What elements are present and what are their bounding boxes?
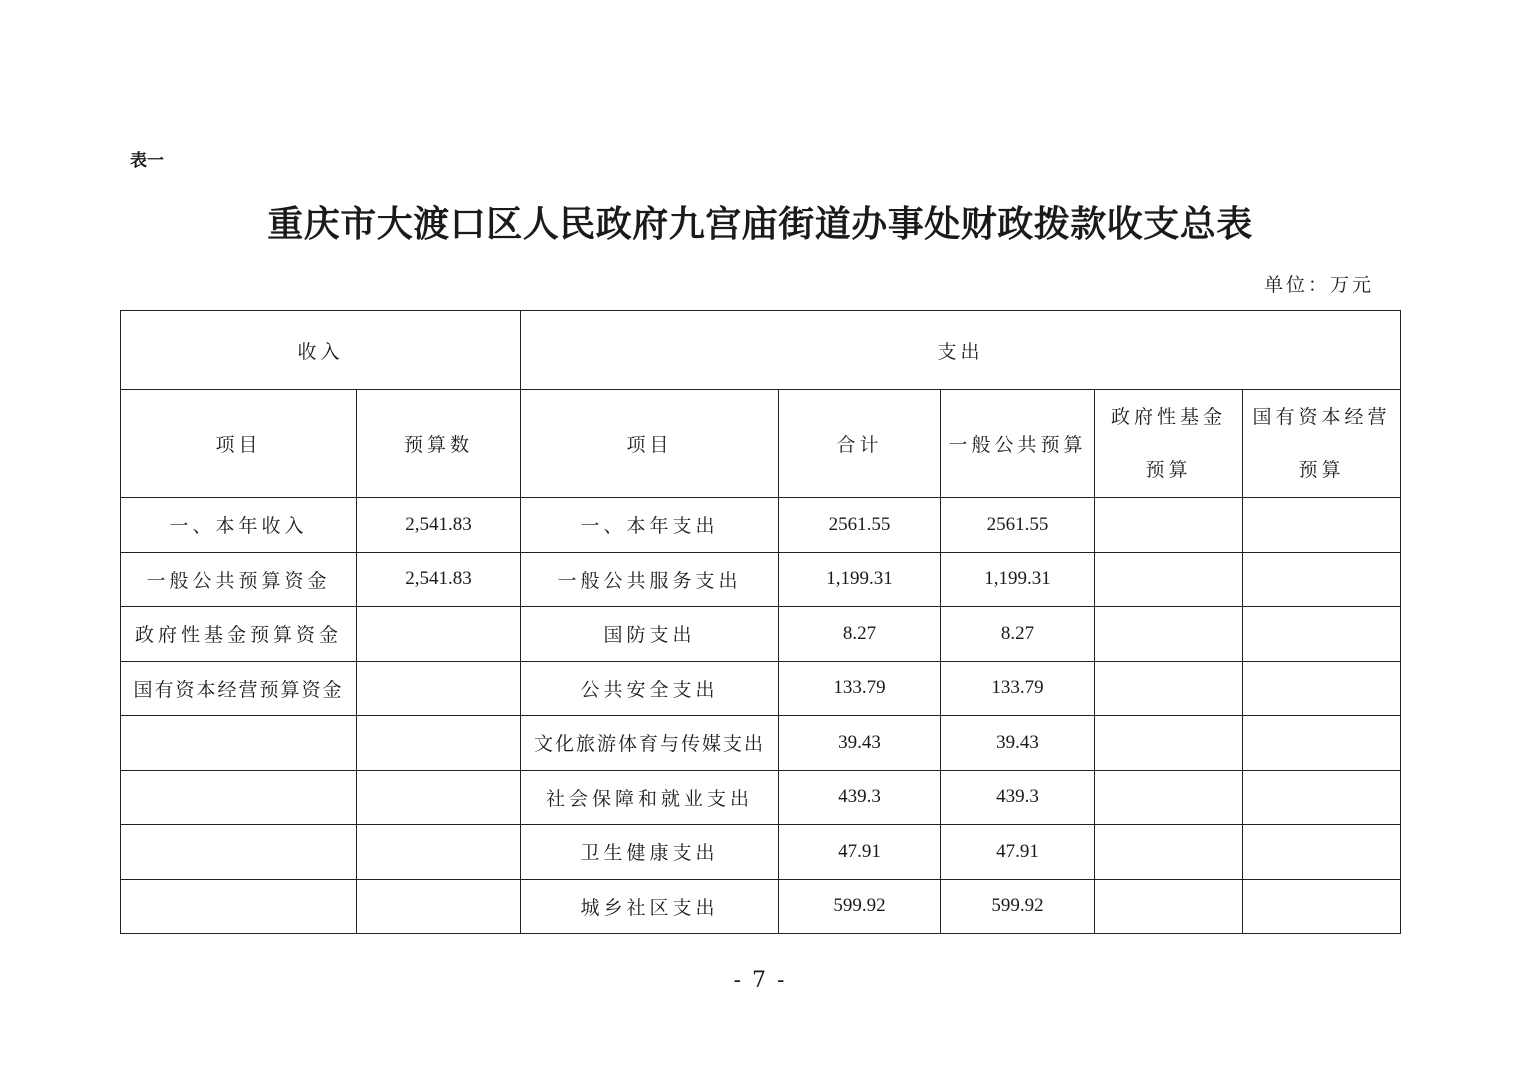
income-group-header: 收入 xyxy=(121,311,521,390)
total-cell: 8.27 xyxy=(779,607,941,662)
expenditure-item-cell: 一般公共服务支出 xyxy=(521,552,779,607)
group-header-row xyxy=(121,311,1401,390)
table-row xyxy=(121,607,1401,662)
page-number: - 7 - xyxy=(733,968,787,993)
unit-label: 单位：万元 xyxy=(1263,274,1374,296)
income-item-cell: 政府性基金预算资金 xyxy=(121,607,357,662)
gov-fund-header-line2: 预算 xyxy=(1145,458,1192,481)
total-cell: 2561.55 xyxy=(779,498,941,553)
general-budget-cell: 133.79 xyxy=(941,661,1095,716)
expenditure-item-header: 项目 xyxy=(521,390,779,498)
budget-table xyxy=(120,310,1401,934)
document-title: 重庆市大渡口区人民政府九宫庙街道办事处财政拨款收支总表 xyxy=(267,203,1253,245)
state-capital-cell xyxy=(1243,770,1401,825)
income-budget-cell: 2,541.83 xyxy=(357,552,521,607)
income-item-cell: 一般公共预算资金 xyxy=(121,552,357,607)
income-budget-cell xyxy=(357,661,521,716)
income-item-header: 项目 xyxy=(121,390,357,498)
gov-fund-cell xyxy=(1095,879,1243,934)
income-item-cell xyxy=(121,825,357,880)
column-header-row xyxy=(121,390,1401,498)
expenditure-item-cell: 文化旅游体育与传媒支出 xyxy=(521,716,779,771)
state-capital-cell xyxy=(1243,716,1401,771)
income-item-cell xyxy=(121,879,357,934)
gov-fund-cell xyxy=(1095,552,1243,607)
table-row xyxy=(121,716,1401,771)
total-cell: 47.91 xyxy=(779,825,941,880)
income-budget-cell xyxy=(357,770,521,825)
income-budget-header: 预算数 xyxy=(357,390,521,498)
expenditure-item-cell: 国防支出 xyxy=(521,607,779,662)
state-capital-header-line1: 国有资本经营 xyxy=(1252,405,1391,428)
expenditure-item-cell: 卫生健康支出 xyxy=(521,825,779,880)
general-budget-cell: 599.92 xyxy=(941,879,1095,934)
table-row xyxy=(121,661,1401,716)
expenditure-group-header: 支出 xyxy=(521,311,1401,390)
state-capital-cell xyxy=(1243,825,1401,880)
gov-fund-cell xyxy=(1095,498,1243,553)
gov-fund-header xyxy=(1095,390,1243,498)
state-capital-cell xyxy=(1243,607,1401,662)
expenditure-item-cell: 公共安全支出 xyxy=(521,661,779,716)
income-item-cell: 一、本年收入 xyxy=(121,498,357,553)
state-capital-cell xyxy=(1243,498,1401,553)
expenditure-item-cell: 社会保障和就业支出 xyxy=(521,770,779,825)
table-row xyxy=(121,498,1401,553)
total-cell: 1,199.31 xyxy=(779,552,941,607)
income-budget-cell: 2,541.83 xyxy=(357,498,521,553)
expenditure-item-cell: 一、本年支出 xyxy=(521,498,779,553)
income-budget-cell xyxy=(357,825,521,880)
state-capital-header xyxy=(1243,390,1401,498)
income-budget-cell xyxy=(357,607,521,662)
general-budget-cell: 2561.55 xyxy=(941,498,1095,553)
state-capital-cell xyxy=(1243,879,1401,934)
table-row xyxy=(121,825,1401,880)
general-budget-cell: 1,199.31 xyxy=(941,552,1095,607)
general-budget-cell: 39.43 xyxy=(941,716,1095,771)
total-cell: 133.79 xyxy=(779,661,941,716)
table-row xyxy=(121,552,1401,607)
state-capital-header-line2: 预算 xyxy=(1298,458,1345,481)
table-row xyxy=(121,879,1401,934)
income-item-cell xyxy=(121,770,357,825)
income-budget-cell xyxy=(357,716,521,771)
table-label: 表一 xyxy=(130,151,164,171)
general-budget-cell: 439.3 xyxy=(941,770,1095,825)
gov-fund-cell xyxy=(1095,661,1243,716)
income-budget-cell xyxy=(357,879,521,934)
gov-fund-cell xyxy=(1095,607,1243,662)
total-cell: 439.3 xyxy=(779,770,941,825)
gov-fund-cell xyxy=(1095,770,1243,825)
expenditure-item-cell: 城乡社区支出 xyxy=(521,879,779,934)
income-item-cell xyxy=(121,716,357,771)
total-cell: 599.92 xyxy=(779,879,941,934)
state-capital-cell xyxy=(1243,661,1401,716)
state-capital-cell xyxy=(1243,552,1401,607)
total-header: 合计 xyxy=(779,390,941,498)
total-cell: 39.43 xyxy=(779,716,941,771)
income-item-cell: 国有资本经营预算资金 xyxy=(121,661,357,716)
gov-fund-header-line1: 政府性基金 xyxy=(1111,405,1227,428)
table-row xyxy=(121,770,1401,825)
gov-fund-cell xyxy=(1095,716,1243,771)
gov-fund-cell xyxy=(1095,825,1243,880)
general-budget-header: 一般公共预算 xyxy=(941,390,1095,498)
general-budget-cell: 47.91 xyxy=(941,825,1095,880)
general-budget-cell: 8.27 xyxy=(941,607,1095,662)
